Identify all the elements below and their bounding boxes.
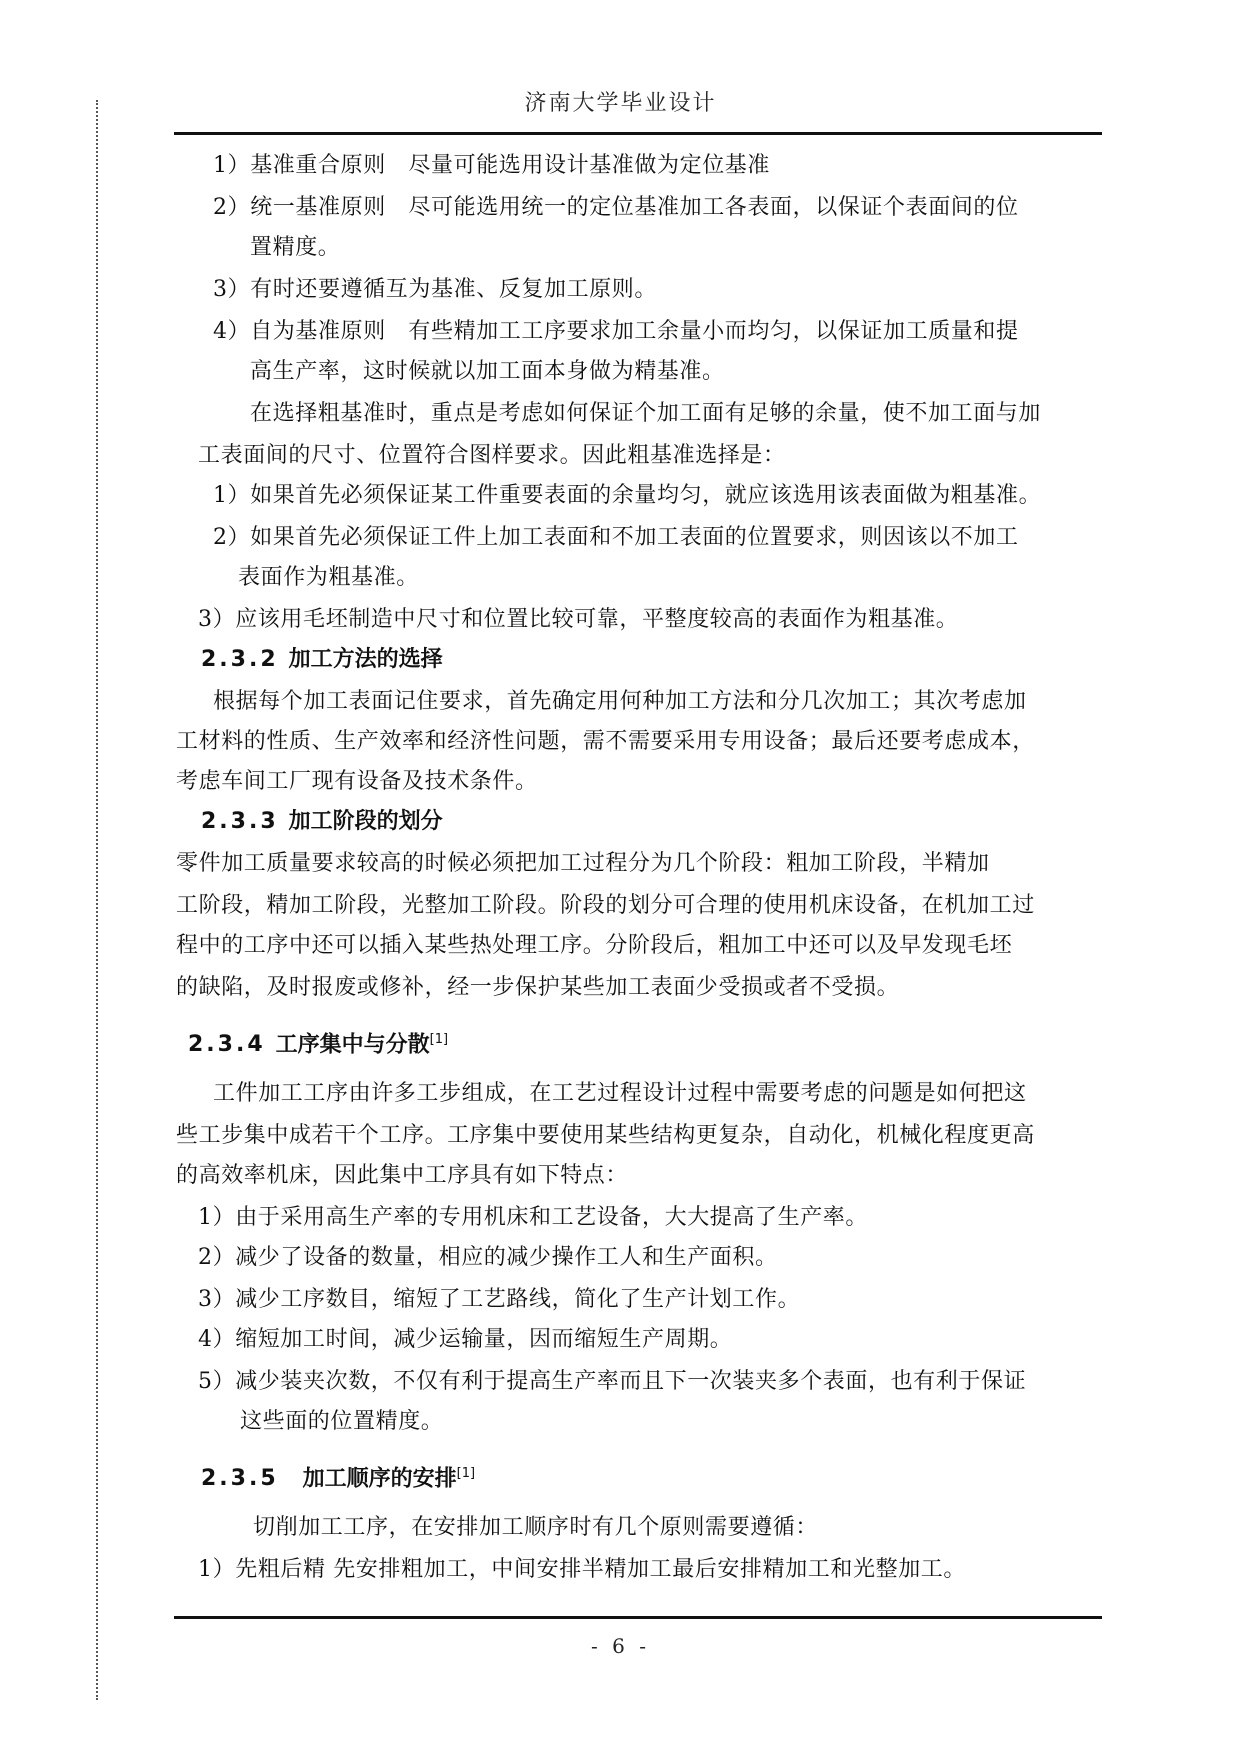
- text-line: 这些面的位置精度。: [240, 1409, 444, 1434]
- heading-title: 加工顺序的安排: [302, 1466, 457, 1492]
- text-line: 4）自为基准原则 有些精加工工序要求加工余量小而均匀，以保证加工质量和提: [213, 319, 1019, 344]
- text-line: 3）有时还要遵循互为基准、反复加工原则。: [213, 277, 657, 302]
- text-line: 表面作为粗基准。: [238, 565, 419, 590]
- text-line: 2）减少了设备的数量，相应的减少操作工人和生产面积。: [198, 1245, 778, 1270]
- heading-title: 加工方法的选择: [288, 647, 443, 672]
- heading-number: 2.3.5: [201, 1466, 279, 1492]
- text-line: 3）减少工序数目，缩短了工艺路线，简化了生产计划工作。: [198, 1287, 801, 1312]
- section-heading-2-3-4: [188, 1024, 448, 1061]
- text-line: 切削加工工序，在安排加工顺序时有几个原则需要遵循：: [253, 1515, 819, 1540]
- text-line: 的缺陷，及时报废或修补，经一步保护某些加工表面少受损或者不受损。: [176, 975, 900, 1000]
- heading-title: 工序集中与分散: [275, 1032, 430, 1058]
- citation-ref: [1]: [429, 1032, 449, 1047]
- text-line: 高生产率，这时候就以加工面本身做为精基准。: [250, 359, 725, 384]
- text-line: 1）由于采用高生产率的专用机床和工艺设备，大大提高了生产率。: [198, 1205, 868, 1230]
- page-number: - 6 -: [591, 1634, 650, 1658]
- text-line: 的高效率机床，因此集中工序具有如下特点：: [176, 1163, 629, 1188]
- text-line: 工材料的性质、生产效率和经济性问题，需不需要采用专用设备；最后还要考虑成本，: [176, 729, 1035, 754]
- text-line: 置精度。: [250, 235, 341, 260]
- footer-rule: [174, 1616, 1102, 1619]
- text-line: 考虑车间工厂现有设备及技术条件。: [176, 769, 538, 794]
- section-heading-2-3-3: [201, 806, 443, 838]
- header-title: 济南大学毕业设计: [524, 91, 717, 116]
- text-line: 4）缩短加工时间，减少运输量，因而缩短生产周期。: [198, 1327, 733, 1352]
- section-heading-2-3-2: [201, 644, 443, 676]
- text-line: 5）减少装夹次数，不仅有利于提高生产率而且下一次装夹多个表面，也有利于保证: [198, 1369, 1027, 1394]
- section-heading-2-3-5: [201, 1458, 475, 1495]
- text-line: 2）统一基准原则 尽可能选用统一的定位基准加工各表面，以保证个表面间的位: [213, 195, 1019, 220]
- text-line: 1）先粗后精 先安排粗加工，中间安排半精加工最后安排精加工和光整加工。: [198, 1557, 966, 1582]
- header-rule: [174, 132, 1102, 135]
- binding-dotted-line: [96, 100, 98, 1700]
- text-line: 1）如果首先必须保证某工件重要表面的余量均匀，就应该选用该表面做为粗基准。: [213, 483, 1042, 508]
- text-line: 零件加工质量要求较高的时候必须把加工过程分为几个阶段：粗加工阶段，半精加: [176, 851, 990, 876]
- text-line: 工件加工工序由许多工步组成，在工艺过程设计过程中需要考虑的问题是如何把这: [213, 1081, 1027, 1106]
- text-line: 工表面间的尺寸、位置符合图样要求。因此粗基准选择是：: [198, 443, 786, 468]
- heading-number: 2.3.4: [188, 1032, 266, 1058]
- heading-number: 2.3.2: [201, 647, 279, 672]
- text-line: 在选择粗基准时，重点是考虑如何保证个加工面有足够的余量，使不加工面与加: [250, 401, 1042, 426]
- text-line: 些工步集中成若干个工序。工序集中要使用某些结构更复杂，自动化，机械化程度更高: [176, 1123, 1035, 1148]
- text-line: 工阶段，精加工阶段，光整加工阶段。阶段的划分可合理的使用机床设备，在机加工过: [176, 893, 1035, 918]
- text-line: 3）应该用毛坯制造中尺寸和位置比较可靠，平整度较高的表面作为粗基准。: [198, 607, 959, 632]
- heading-number: 2.3.3: [201, 809, 279, 834]
- text-line: 程中的工序中还可以插入某些热处理工序。分阶段后，粗加工中还可以及早发现毛坯: [176, 933, 1013, 958]
- heading-title: 加工阶段的划分: [288, 809, 443, 834]
- citation-ref: [1]: [456, 1466, 476, 1481]
- text-line: 根据每个加工表面记住要求，首先确定用何种加工方法和分几次加工；其次考虑加: [213, 689, 1027, 714]
- text-line: 1）基准重合原则 尽量可能选用设计基准做为定位基准: [213, 153, 770, 178]
- text-line: 2）如果首先必须保证工件上加工表面和不加工表面的位置要求，则因该以不加工: [213, 525, 1019, 550]
